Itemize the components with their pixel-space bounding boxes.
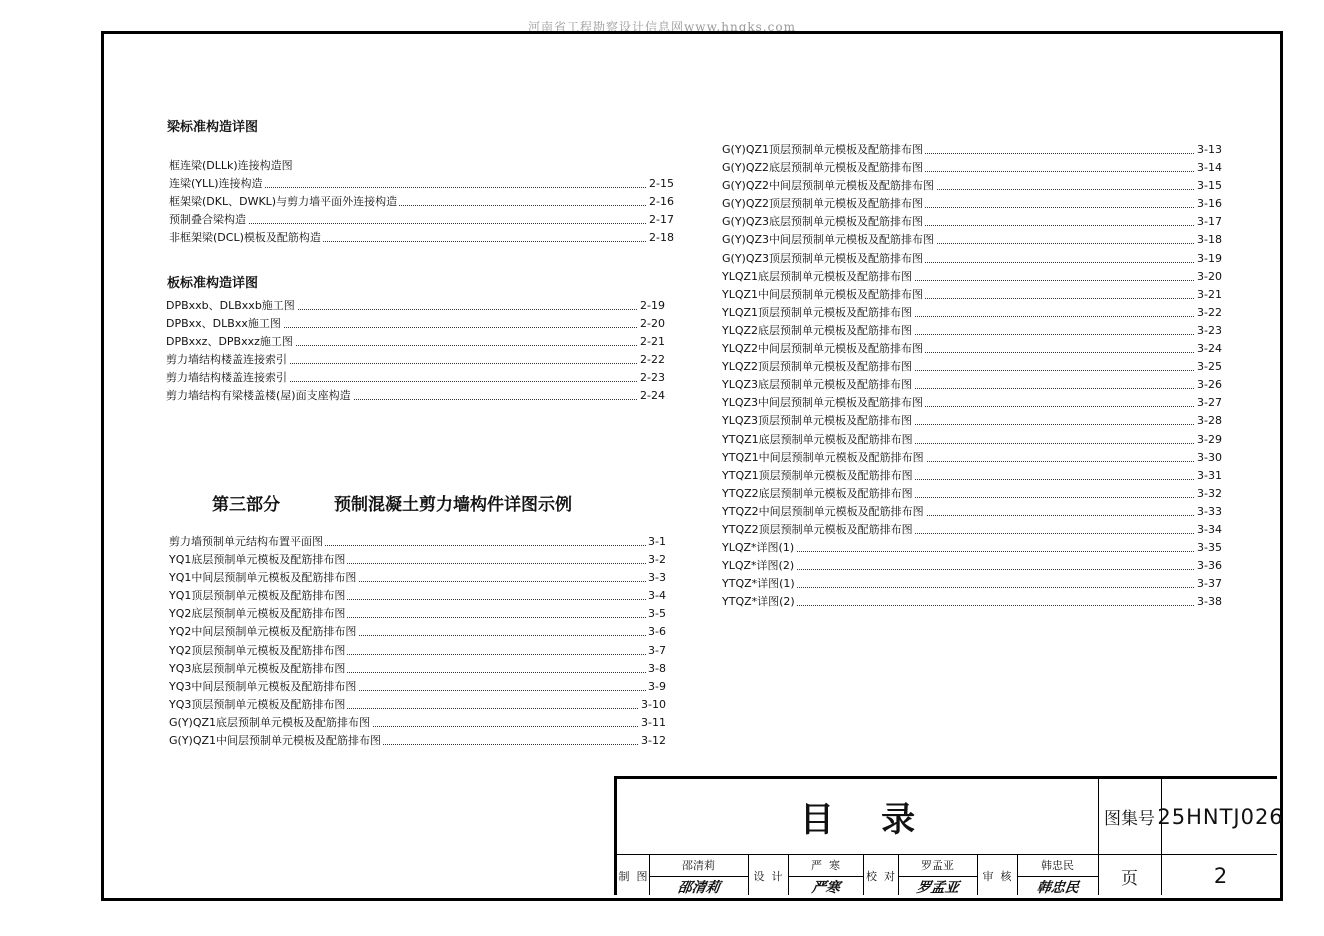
toc-entry: [169, 211, 674, 229]
toc-entry-page: 3-1: [646, 533, 666, 551]
toc-entry-page: 2-17: [647, 211, 674, 229]
toc-entry-title: YQ2顶层预制单元模板及配筋排布图: [169, 643, 346, 657]
toc-entry-title: G(Y)QZ1顶层预制单元模板及配筋排布图: [722, 143, 924, 156]
toc-entry-page: 2-19: [638, 297, 665, 315]
toc-entry-page: 3-11: [639, 714, 666, 732]
toc-entry-title: 框连梁(DLLk)连接构造图: [169, 159, 293, 172]
toc-entry-title: YLQZ1中间层预制单元模板及配筋排布图: [722, 287, 924, 301]
toc-entry-page: 2-22: [638, 351, 665, 369]
toc-entry-page: 3-21: [1195, 286, 1222, 304]
toc-entry: [169, 193, 674, 211]
toc-entry: [722, 412, 1222, 430]
signature-drawing: 邵清莉: [676, 880, 721, 896]
atlas-number: 25HNTJ026: [1157, 804, 1284, 829]
toc-entry-page: 3-3: [646, 569, 666, 587]
toc-entry-page: 3-8: [646, 660, 666, 678]
toc-entry: [169, 551, 666, 569]
toc-entry-page: 3-34: [1195, 521, 1222, 539]
toc-entry: [169, 569, 666, 587]
toc-entry: [169, 157, 674, 175]
toc-entry-title: G(Y)QZ3底层预制单元模板及配筋排布图: [722, 215, 924, 229]
toc-entry-page: 3-31: [1195, 467, 1222, 485]
page-label: 页: [1121, 868, 1138, 889]
toc-entry: [722, 322, 1222, 340]
signature-check: 罗孟亚: [915, 880, 960, 896]
toc-entry-page: 3-19: [1195, 250, 1222, 268]
toc-entry-title: YTQZ2底层预制单元模板及配筋排布图: [722, 486, 913, 500]
toc-entry: [169, 714, 666, 732]
toc-entry-title: G(Y)QZ3中间层预制单元模板及配筋排布图: [722, 233, 935, 247]
slab-toc-list: [166, 297, 665, 406]
toc-entry-title: YTQZ1中间层预制单元模板及配筋排布图: [722, 450, 924, 464]
toc-entry-page: 3-6: [646, 623, 666, 641]
toc-entry-page: 3-13: [1195, 141, 1222, 159]
toc-entry-title: YQ1底层预制单元模板及配筋排布图: [169, 553, 346, 567]
toc-entry-page: 3-10: [639, 696, 666, 714]
beam-toc-list: [169, 157, 674, 247]
toc-entry-page: 3-4: [646, 587, 666, 605]
toc-entry-title: YLQZ3中间层预制单元模板及配筋排布图: [722, 396, 924, 410]
part3-toc-list-right: [722, 141, 1222, 611]
toc-entry-page: 2-20: [638, 315, 665, 333]
toc-entry-title: YLQZ*详图(2): [722, 559, 795, 573]
toc-entry-title: YLQZ*详图(1): [722, 541, 795, 555]
toc-entry: [166, 369, 665, 387]
toc-entry-page: 3-29: [1195, 431, 1222, 449]
toc-entry: [722, 503, 1222, 521]
page-number: 2: [1213, 864, 1228, 888]
toc-entry-title: YTQZ2顶层预制单元模板及配筋排布图: [722, 522, 913, 536]
toc-entry-page: 3-26: [1195, 376, 1222, 394]
toc-entry-title: G(Y)QZ2中间层预制单元模板及配筋排布图: [722, 179, 935, 193]
toc-entry: [722, 394, 1222, 412]
toc-entry: [722, 467, 1222, 485]
toc-entry-title: YTQZ1底层预制单元模板及配筋排布图: [722, 432, 913, 446]
toc-entry-title: DPBxxb、DLBxxb施工图: [166, 299, 295, 312]
toc-entry-title: YTQZ2中间层预制单元模板及配筋排布图: [722, 504, 924, 518]
toc-entry-page: 3-5: [646, 605, 666, 623]
role-label-design: 设 计: [753, 870, 783, 883]
toc-entry-title: YQ2中间层预制单元模板及配筋排布图: [169, 625, 357, 639]
toc-entry-title: 剪力墙结构楼盖连接索引: [166, 353, 287, 367]
toc-entry-title: G(Y)QZ3顶层预制单元模板及配筋排布图: [722, 251, 924, 265]
atlas-label: 图集号: [1104, 809, 1155, 829]
toc-entry-title: DPBxx、DLBxx施工图: [166, 317, 281, 331]
toc-entry: [722, 195, 1222, 213]
toc-entry-title: YQ2底层预制单元模板及配筋排布图: [169, 607, 346, 621]
toc-entry-page: 2-18: [647, 229, 674, 247]
toc-entry-page: 2-24: [638, 387, 665, 405]
toc-entry-page: 3-32: [1195, 485, 1222, 503]
signature-review: 韩忠民: [1035, 880, 1080, 896]
toc-entry-page: 3-28: [1195, 412, 1222, 430]
toc-entry: [166, 333, 665, 351]
toc-entry: [722, 268, 1222, 286]
toc-entry-page: 2-21: [638, 333, 665, 351]
toc-entry-page: 3-24: [1195, 340, 1222, 358]
toc-entry: [166, 387, 665, 405]
toc-entry-title: YQ3顶层预制单元模板及配筋排布图: [169, 697, 346, 711]
toc-entry: [722, 521, 1222, 539]
toc-entry-page: 3-18: [1195, 231, 1222, 249]
toc-entry: [722, 213, 1222, 231]
toc-entry-title: YQ1中间层预制单元模板及配筋排布图: [169, 571, 357, 585]
toc-entry-page: 2-23: [638, 369, 665, 387]
toc-entry-page: 3-30: [1195, 449, 1222, 467]
toc-entry-page: 3-25: [1195, 358, 1222, 376]
part3-title: 预制混凝土剪力墙构件详图示例: [334, 495, 572, 515]
toc-entry-page: 3-7: [646, 642, 666, 660]
toc-entry-page: 3-36: [1195, 557, 1222, 575]
toc-entry: [722, 177, 1222, 195]
toc-entry: [169, 660, 666, 678]
toc-entry: [722, 286, 1222, 304]
role-name-review: 韩忠民: [1041, 859, 1074, 872]
role-label-drawing: 制 图: [618, 870, 648, 883]
role-name-drawing: 邵清莉: [682, 859, 715, 872]
toc-entry-page: 3-38: [1195, 593, 1222, 611]
beam-section-heading: 梁标准构造详图: [167, 120, 259, 135]
toc-entry-title: G(Y)QZ1底层预制单元模板及配筋排布图: [169, 715, 371, 729]
role-name-design: 严 寒: [811, 859, 840, 872]
toc-entry-title: YTQZ1顶层预制单元模板及配筋排布图: [722, 468, 913, 482]
toc-entry-page: 3-12: [639, 732, 666, 750]
toc-entry-title: YQ3底层预制单元模板及配筋排布图: [169, 661, 346, 675]
part3-label: 第三部分: [212, 495, 280, 515]
toc-entry-title: 剪力墙预制单元结构布置平面图: [169, 535, 323, 548]
toc-entry-page: 3-20: [1195, 268, 1222, 286]
toc-entry-page: 3-23: [1195, 322, 1222, 340]
toc-entry: [169, 229, 674, 247]
toc-entry-title: 剪力墙结构楼盖连接索引: [166, 371, 287, 385]
toc-entry: [722, 340, 1222, 358]
toc-entry-title: YLQZ1顶层预制单元模板及配筋排布图: [722, 305, 913, 319]
toc-entry-page: 3-35: [1195, 539, 1222, 557]
toc-entry: [166, 297, 665, 315]
toc-entry: [722, 159, 1222, 177]
toc-entry: [166, 315, 665, 333]
toc-entry-title: G(Y)QZ1中间层预制单元模板及配筋排布图: [169, 734, 382, 748]
toc-entry-page: 2-15: [647, 175, 674, 193]
toc-entry-title: 连梁(YLL)连接构造: [169, 177, 263, 191]
toc-entry-title: YTQZ*详图(2): [722, 595, 795, 609]
toc-entry-page: 3-17: [1195, 213, 1222, 231]
toc-entry-page: 3-16: [1195, 195, 1222, 213]
toc-entry-title: 预制叠合梁构造: [169, 213, 246, 227]
toc-entry: [169, 587, 666, 605]
toc-entry-page: 3-15: [1195, 177, 1222, 195]
toc-entry: [169, 642, 666, 660]
toc-entry-title: YLQZ3顶层预制单元模板及配筋排布图: [722, 414, 913, 428]
toc-entry-page: 3-37: [1195, 575, 1222, 593]
toc-entry: [722, 575, 1222, 593]
slab-section-heading: 板标准构造详图: [167, 276, 259, 291]
toc-entry-page: 3-27: [1195, 394, 1222, 412]
toc-entry: [169, 678, 666, 696]
watermark-text: 河南省工程勘察设计信息网www.hngks.com: [528, 20, 796, 34]
toc-entry: [722, 358, 1222, 376]
part3-toc-list-left: [169, 533, 666, 750]
toc-entry-page: 2-16: [647, 193, 674, 211]
toc-entry-title: YTQZ*详图(1): [722, 577, 795, 591]
toc-entry-page: 3-9: [646, 678, 666, 696]
signature-design: 严寒: [810, 880, 841, 896]
role-name-check: 罗孟亚: [921, 859, 954, 872]
toc-entry: [722, 304, 1222, 322]
toc-entry: [169, 533, 666, 551]
toc-entry: [169, 623, 666, 641]
toc-entry-title: G(Y)QZ2底层预制单元模板及配筋排布图: [722, 161, 924, 175]
toc-entry: [169, 732, 666, 750]
toc-entry-page: 3-14: [1195, 159, 1222, 177]
toc-entry: [722, 593, 1222, 611]
toc-entry: [722, 431, 1222, 449]
toc-entry: [722, 557, 1222, 575]
toc-entry: [722, 449, 1222, 467]
toc-entry-title: DPBxxz、DPBxxz施工图: [166, 335, 293, 349]
title-block: [614, 776, 1284, 896]
toc-entry-title: YLQZ1底层预制单元模板及配筋排布图: [722, 269, 913, 283]
toc-entry: [169, 605, 666, 623]
toc-entry-page: 3-2: [646, 551, 666, 569]
role-label-check: 校 对: [866, 870, 895, 883]
toc-entry: [722, 231, 1222, 249]
toc-entry-title: 剪力墙结构有梁楼盖楼(屋)面支座构造: [166, 389, 351, 403]
toc-entry: [722, 250, 1222, 268]
toc-entry: [169, 696, 666, 714]
toc-entry-title: YLQZ2顶层预制单元模板及配筋排布图: [722, 360, 913, 374]
toc-entry-title: YQ1顶层预制单元模板及配筋排布图: [169, 589, 346, 603]
toc-entry: [722, 539, 1222, 557]
toc-entry: [166, 351, 665, 369]
toc-entry-title: YQ3中间层预制单元模板及配筋排布图: [169, 679, 357, 693]
toc-entry-title: YLQZ3底层预制单元模板及配筋排布图: [722, 378, 913, 392]
toc-entry: [722, 376, 1222, 394]
toc-entry: [169, 175, 674, 193]
toc-entry-page: 3-33: [1195, 503, 1222, 521]
toc-entry-title: G(Y)QZ2顶层预制单元模板及配筋排布图: [722, 197, 924, 211]
toc-entry-title: 非框架梁(DCL)模板及配筋构造: [169, 231, 321, 245]
title-block-title: 目 录: [799, 800, 916, 840]
toc-entry-title: YLQZ2底层预制单元模板及配筋排布图: [722, 323, 913, 337]
toc-entry-page: 3-22: [1195, 304, 1222, 322]
toc-entry: [722, 485, 1222, 503]
toc-entry: [722, 141, 1222, 159]
toc-entry-title: 框架梁(DKL、DWKL)与剪力墙平面外连接构造: [169, 195, 398, 209]
role-label-review: 审 核: [982, 870, 1012, 883]
toc-entry-title: YLQZ2中间层预制单元模板及配筋排布图: [722, 342, 924, 356]
